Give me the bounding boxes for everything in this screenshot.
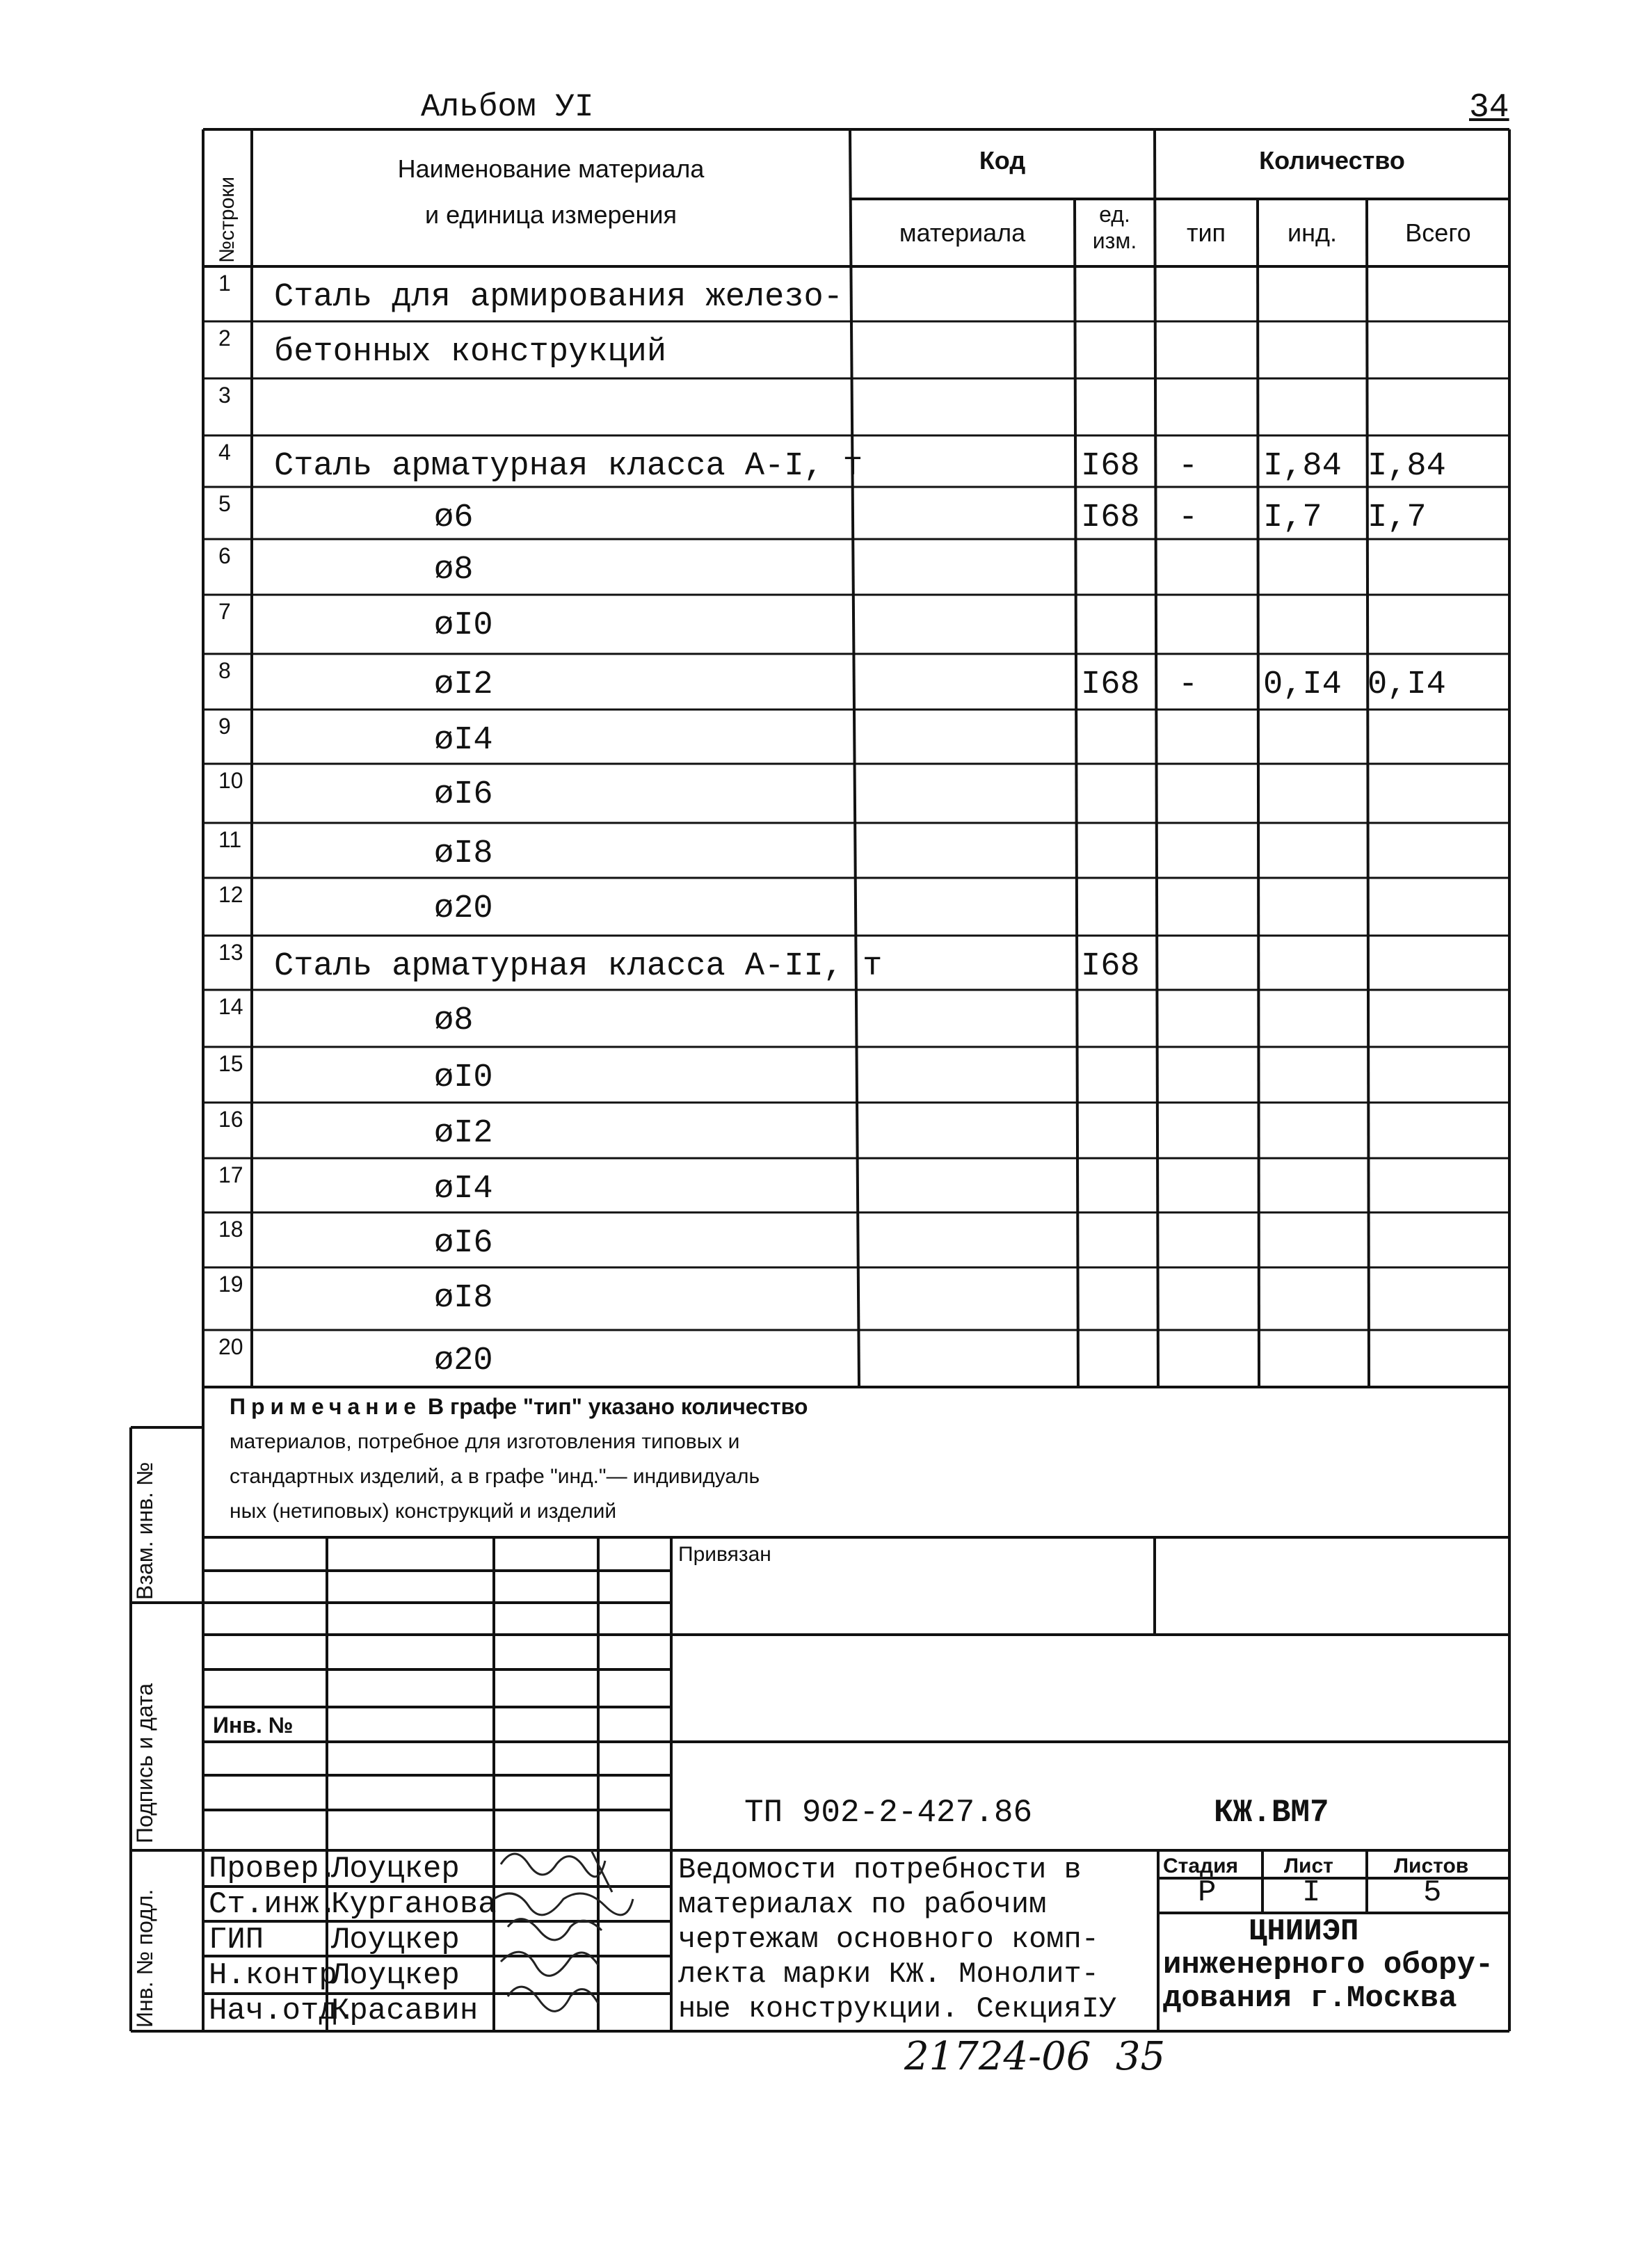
row-total-qty: I,7 bbox=[1368, 499, 1427, 536]
row-number: 13 bbox=[218, 940, 243, 965]
table-row bbox=[211, 435, 1508, 487]
row-ind-qty: I,7 bbox=[1263, 499, 1322, 536]
signature-name: Курганова bbox=[331, 1887, 497, 1922]
header-unit-line2: изм. bbox=[1092, 228, 1137, 253]
row-material-name: øI0 bbox=[434, 607, 493, 644]
row-ind-qty: 0,I4 bbox=[1263, 666, 1342, 703]
table-row bbox=[211, 1330, 1508, 1387]
title-line: Ведомости потребности в bbox=[678, 1853, 1082, 1887]
row-material-name: øI2 bbox=[434, 666, 493, 703]
row-material-name: øI2 bbox=[434, 1115, 493, 1152]
row-number: 5 bbox=[218, 491, 231, 516]
page-number: 34 bbox=[1469, 89, 1509, 127]
table-row bbox=[211, 1212, 1508, 1267]
note-line2: материалов, потребное для изготовления типовых и bbox=[230, 1430, 740, 1453]
title-line: ные конструкции. СекцияIУ bbox=[678, 1992, 1117, 2026]
table-row bbox=[211, 266, 1508, 321]
row-number: 9 bbox=[218, 714, 231, 739]
header-row-no: №строки bbox=[216, 176, 239, 263]
row-number: 20 bbox=[218, 1334, 243, 1359]
org-line: ЦНИИЭП bbox=[1249, 1914, 1359, 1949]
inv-no-label: Инв. № bbox=[213, 1713, 294, 1738]
row-number: 15 bbox=[218, 1051, 243, 1076]
privyazan-label: Привязан bbox=[678, 1543, 771, 1566]
row-number: 18 bbox=[218, 1217, 243, 1242]
row-number: 16 bbox=[218, 1107, 243, 1132]
row-number: 14 bbox=[218, 994, 243, 1019]
table-row bbox=[211, 823, 1508, 878]
table-row bbox=[211, 710, 1508, 764]
table-row bbox=[211, 878, 1508, 936]
bottom-number: 21724-06 35 bbox=[904, 2034, 1166, 2079]
row-material-name: ø20 bbox=[434, 1343, 493, 1379]
table-row bbox=[211, 654, 1508, 710]
signature-role: Провер. bbox=[209, 1852, 337, 1887]
note-label: Примечание bbox=[230, 1394, 422, 1419]
row-material-name: øI4 bbox=[434, 1171, 493, 1208]
table-row bbox=[211, 321, 1508, 378]
org-line: дования г.Москва bbox=[1163, 1981, 1457, 2016]
row-material-name: øI4 bbox=[434, 722, 493, 759]
note-text1: В графе "тип" указано количество bbox=[422, 1394, 808, 1419]
signature-name: Лоуцкер bbox=[331, 1852, 460, 1887]
table-row bbox=[211, 1103, 1508, 1158]
row-material-name: Сталь арматурная класса А-II, т bbox=[274, 948, 883, 985]
signature-role: Н.контр. bbox=[209, 1958, 356, 1993]
title-line: материалах по рабочим bbox=[678, 1888, 1047, 1921]
row-number: 17 bbox=[218, 1162, 243, 1187]
row-unit-code: I68 bbox=[1081, 499, 1140, 536]
header-ind: инд. bbox=[1288, 218, 1337, 247]
row-number: 10 bbox=[218, 768, 243, 793]
header-unit-line1: ед. bbox=[1099, 202, 1130, 227]
note-line3: стандартных изделий, а в графе "инд."— индивидуаль bbox=[230, 1465, 760, 1488]
row-unit-code: I68 bbox=[1081, 666, 1140, 703]
row-type-qty: - bbox=[1178, 666, 1198, 703]
table-row bbox=[211, 764, 1508, 823]
header-total: Всего bbox=[1405, 218, 1471, 247]
row-material-name: бетонных конструкций bbox=[274, 334, 667, 371]
row-material-name: øI8 bbox=[434, 1280, 493, 1317]
row-number: 11 bbox=[218, 827, 242, 852]
table-row bbox=[211, 990, 1508, 1047]
note-line1 bbox=[230, 1394, 808, 1420]
row-material-name: øI8 bbox=[434, 835, 493, 872]
org-line: инженерного обору- bbox=[1163, 1948, 1494, 1982]
header-material: материала bbox=[899, 218, 1026, 247]
table-row bbox=[211, 539, 1508, 595]
row-material-name: ø8 bbox=[434, 1002, 474, 1039]
row-material-name: Сталь для армирования железо- bbox=[274, 279, 843, 316]
sheet-header: Лист bbox=[1284, 1855, 1333, 1877]
row-unit-code: I68 bbox=[1081, 448, 1140, 485]
row-material-name: øI0 bbox=[434, 1059, 493, 1096]
row-type-qty: - bbox=[1178, 499, 1198, 536]
row-material-name: øI6 bbox=[434, 1225, 493, 1262]
row-type-qty: - bbox=[1178, 448, 1198, 485]
row-number: 1 bbox=[218, 271, 231, 296]
album-label: Альбом УI bbox=[421, 89, 594, 125]
row-number: 3 bbox=[218, 383, 231, 408]
signature-role: Ст.инж. bbox=[209, 1887, 337, 1922]
side-label-vzam: Взам. инв. № bbox=[132, 1461, 157, 1600]
row-number: 12 bbox=[218, 882, 243, 907]
table-row bbox=[211, 1267, 1508, 1330]
signature-scribbles bbox=[487, 1836, 654, 2031]
row-number: 19 bbox=[218, 1272, 243, 1297]
row-ind-qty: I,84 bbox=[1263, 448, 1342, 485]
side-label-inv-podl: Инв. № подл. bbox=[132, 1889, 157, 2028]
row-total-qty: I,84 bbox=[1368, 448, 1446, 485]
header-quantity: Количество bbox=[1259, 146, 1405, 175]
row-material-name: ø8 bbox=[434, 552, 474, 588]
row-material-name: øI6 bbox=[434, 776, 493, 813]
signature-role: Нач.отд. bbox=[209, 1994, 356, 2028]
signature-name: Лоуцкер bbox=[331, 1958, 460, 1993]
doc-code: ТП 902-2-427.86 bbox=[744, 1795, 1033, 1831]
table-row bbox=[211, 1047, 1508, 1103]
table-row bbox=[211, 936, 1508, 990]
row-unit-code: I68 bbox=[1081, 948, 1140, 985]
table-row bbox=[211, 1158, 1508, 1212]
stage-value: Р bbox=[1198, 1875, 1217, 1910]
row-number: 7 bbox=[218, 599, 231, 624]
row-number: 8 bbox=[218, 658, 231, 683]
table-row bbox=[211, 595, 1508, 654]
title-line: чертежам основного комп- bbox=[678, 1923, 1099, 1956]
row-number: 6 bbox=[218, 543, 231, 568]
stage-header: Стадия bbox=[1163, 1855, 1239, 1877]
header-type: тип bbox=[1186, 218, 1226, 247]
header-code: Код bbox=[979, 146, 1026, 175]
row-total-qty: 0,I4 bbox=[1368, 666, 1446, 703]
header-name-line2: и единица измерения bbox=[424, 200, 677, 229]
row-material-name: ø20 bbox=[434, 890, 493, 927]
row-number: 2 bbox=[218, 326, 231, 351]
side-label-podpis: Подпись и дата bbox=[132, 1683, 157, 1843]
row-material-name: Сталь арматурная класса А-I, т bbox=[274, 448, 863, 485]
sheets-header: Листов bbox=[1394, 1855, 1469, 1877]
table-row bbox=[211, 487, 1508, 539]
row-material-name: ø6 bbox=[434, 499, 474, 536]
signature-role: ГИП bbox=[209, 1923, 264, 1957]
sheets-value: 5 bbox=[1423, 1875, 1442, 1910]
title-line: лекта марки КЖ. Монолит- bbox=[678, 1957, 1099, 1991]
table-row bbox=[211, 378, 1508, 435]
doc-mark: КЖ.ВМ7 bbox=[1214, 1795, 1329, 1831]
header-name-line1: Наименование материала bbox=[397, 154, 705, 183]
signature-name: Красавин bbox=[331, 1994, 479, 2028]
row-number: 4 bbox=[218, 440, 231, 465]
note-line4: ных (нетиповых) конструкций и изделий bbox=[230, 1500, 617, 1523]
signature-name: Лоуцкер bbox=[331, 1923, 460, 1957]
sheet-value: I bbox=[1302, 1875, 1321, 1910]
